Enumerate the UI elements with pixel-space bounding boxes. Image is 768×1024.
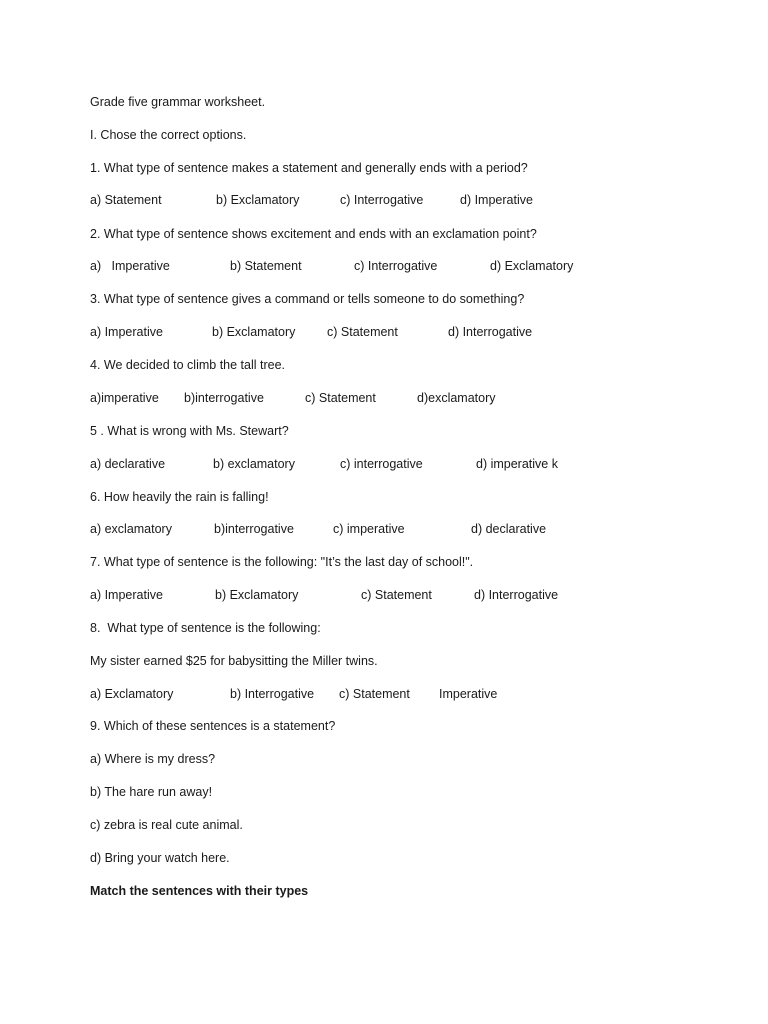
q2-option-b: b) Statement (230, 259, 302, 273)
q5-option-a: a) declarative (90, 457, 166, 471)
q1-option-a: a) Statement (90, 193, 162, 207)
q3-option-b: b) Exclamatory (212, 325, 296, 339)
q9-option-d: d) Bring your watch here. (90, 851, 230, 865)
question-3: 3. What type of sentence gives a command or tells someone to do something? (90, 292, 525, 306)
q4-option-b: b)interrogative (184, 391, 264, 405)
q7-option-a: a) Imperative (90, 588, 163, 602)
question-8-sentence: My sister earned $25 for babysitting the Miller twins. (90, 654, 378, 668)
q3-option-d: d) Interrogative (448, 325, 533, 339)
q6-option-b: b)interrogative (214, 522, 294, 536)
q8-option-c: c) Statement (339, 687, 410, 701)
question-4: 4. We decided to climb the tall tree. (90, 358, 286, 372)
q9-option-a: a) Where is my dress? (90, 752, 216, 766)
question-8: 8. What type of sentence is the following: (90, 621, 321, 635)
q4-option-a: a)imperative (90, 391, 159, 405)
question-5: 5 . What is wrong with Ms. Stewart? (90, 424, 289, 438)
section-instruction: I. Chose the correct options. (90, 128, 247, 142)
q8-option-d: Imperative (439, 687, 498, 701)
q2-option-a: a) Imperative (90, 259, 170, 273)
q2-option-c: c) Interrogative (354, 259, 438, 273)
q6-option-c: c) imperative (333, 522, 405, 536)
question-2: 2. What type of sentence shows excitement and ends with an exclamation point? (90, 227, 537, 241)
q3-option-a: a) Imperative (90, 325, 163, 339)
q6-option-a: a) exclamatory (90, 522, 172, 536)
q7-option-b: b) Exclamatory (215, 588, 299, 602)
q5-option-c: c) interrogative (340, 457, 423, 471)
q7-option-c: c) Statement (361, 588, 432, 602)
q4-option-c: c) Statement (305, 391, 376, 405)
q3-option-c: c) Statement (327, 325, 398, 339)
q4-option-d: d)exclamatory (417, 391, 496, 405)
q1-option-d: d) Imperative (460, 193, 533, 207)
q1-option-c: c) Interrogative (340, 193, 424, 207)
q1-option-b: b) Exclamatory (216, 193, 300, 207)
question-9: 9. Which of these sentences is a statement? (90, 719, 336, 733)
q5-option-d: d) imperative k (476, 457, 558, 471)
q7-option-d: d) Interrogative (474, 588, 559, 602)
q9-option-b: b) The hare run away! (90, 785, 213, 799)
q9-option-c: c) zebra is real cute animal. (90, 818, 243, 832)
question-1: 1. What type of sentence makes a statement and generally ends with a period? (90, 161, 528, 175)
q8-option-a: a) Exclamatory (90, 687, 174, 701)
q8-option-b: b) Interrogative (230, 687, 315, 701)
q6-option-d: d) declarative (471, 522, 547, 536)
question-7: 7. What type of sentence is the following: "It’s the last day of school!". (90, 555, 474, 569)
q2-option-d: d) Exclamatory (490, 259, 574, 273)
section2-heading: Match the sentences with their types (90, 884, 309, 898)
worksheet-title: Grade five grammar worksheet. (90, 95, 266, 109)
q5-option-b: b) exclamatory (213, 457, 295, 471)
question-6: 6. How heavily the rain is falling! (90, 490, 269, 504)
